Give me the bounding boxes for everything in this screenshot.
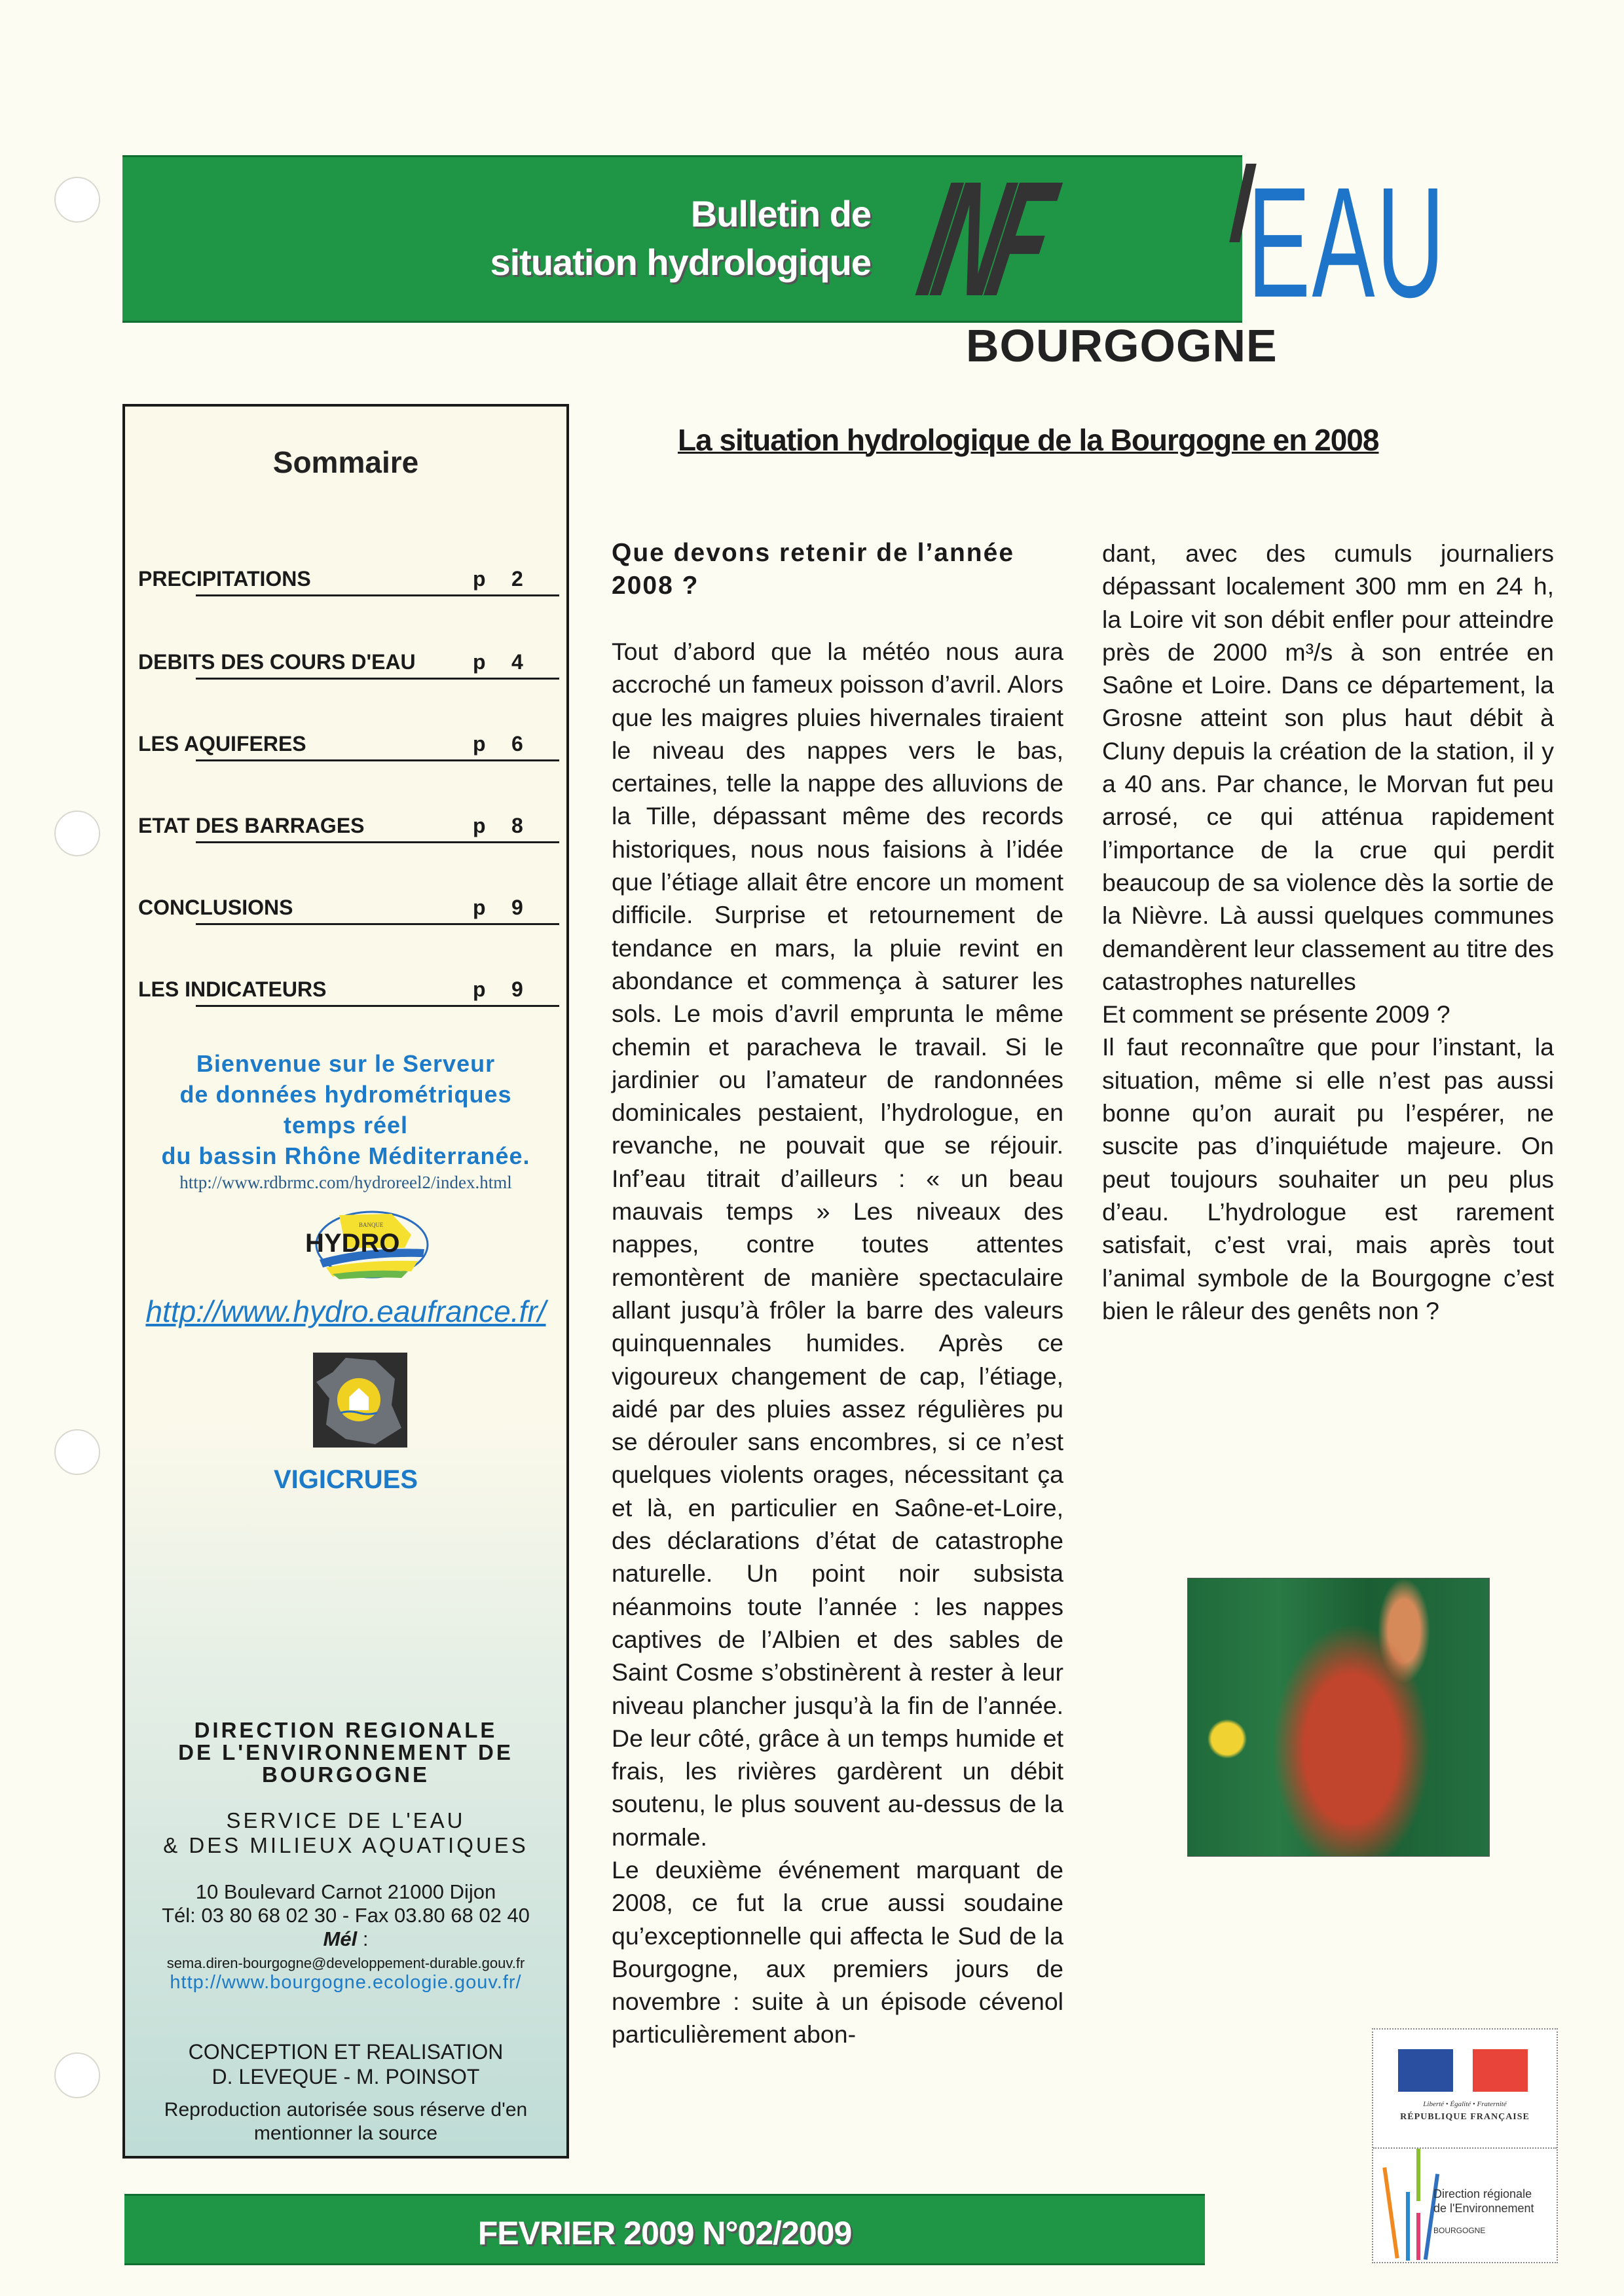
footer-band: [124, 2194, 1205, 2265]
diren-stripe-icon: [1406, 2192, 1410, 2261]
toc-page-number: 9: [511, 977, 523, 1001]
diren-name-line: Direction régionale: [1433, 2187, 1532, 2200]
toc-item-conclusions[interactable]: [138, 896, 557, 935]
article-column-2: [1102, 537, 1554, 1327]
contact-block: [125, 1719, 566, 2145]
gov-divider: [1373, 2147, 1557, 2149]
bulletin-title-line1: Bulletin de: [690, 193, 871, 234]
logo-inf: INF: [906, 147, 1058, 330]
bulletin-title: [490, 190, 871, 287]
toc-label: LES INDICATEURS: [138, 977, 327, 1001]
toc-page-number: 6: [511, 732, 523, 756]
republique-francaise-logo: [1372, 2028, 1558, 2263]
credit-line: CONCEPTION ET REALISATION: [188, 2040, 504, 2064]
punch-hole: [54, 1429, 100, 1475]
vigicrues-logo[interactable]: [313, 1353, 407, 1448]
vigicrues-map-icon: [313, 1353, 407, 1448]
article-paragraph: Il faut reconnaître que pour l’instant, la situation, même si elle n’est pas aussi bonne qu’on aurait pu l’espérer, ne suscite pas d’inquiétude majeure. On peut toujours souhaiter un peu plus d’eau. L’hydrologue est rarement satisfait, c’est vrai, mais après tout l’animal symbole de la Bourgogne c’est bien le râleur des genêts non ?: [1102, 1033, 1554, 1324]
hydro-server-welcome: [125, 1048, 566, 1171]
toc-page-prefix: p: [473, 567, 486, 591]
rdbrmc-url-link[interactable]: http://www.rdbrmc.com/hydroreel2/index.html: [179, 1173, 512, 1192]
marianne-flag-blue: [1398, 2049, 1453, 2092]
article-paragraph: Le deuxième événement marquant de 2008, ce fut la crue aussi soudaine qu’exceptionnelle qui affecta le Sud de la Bourgogne, aux premiers jours de novembre : suite à un épisode cévenol particulièrement abon-: [612, 1855, 1063, 2049]
toc-page-prefix: p: [473, 896, 486, 919]
logo-region: BOURGOGNE: [966, 320, 1278, 371]
sommaire-title: Sommaire: [272, 445, 419, 479]
bulletin-title-line2: situation hydrologique: [490, 242, 871, 283]
toc-divider: [196, 678, 559, 680]
reproduction-note: mentionner la source: [253, 2123, 438, 2144]
toc-page-prefix: p: [473, 650, 486, 674]
service-line: & DES MILIEUX AQUATIQUES: [163, 1833, 528, 1857]
article-question: Et comment se présente 2009 ?: [1102, 1000, 1450, 1029]
org-line: DE L'ENVIRONNEMENT DE: [178, 1740, 513, 1764]
article-title: La situation hydrologique de la Bourgogne en 2008: [678, 423, 1379, 457]
toc-item-indicateurs[interactable]: [138, 977, 557, 1017]
punch-hole: [54, 177, 100, 223]
diren-name: [1433, 2187, 1534, 2215]
toc-item-debits[interactable]: [138, 650, 557, 689]
toc-label: LES AQUIFERES: [138, 732, 306, 756]
email-label: Mél: [323, 1927, 358, 1950]
toc-label: DEBITS DES COURS D'EAU: [138, 650, 416, 674]
hydro-logo-icon: [293, 1209, 431, 1281]
welcome-line: Bienvenue sur le Serveur: [196, 1050, 496, 1077]
toc-page-prefix: p: [473, 814, 486, 837]
toc-divider: [196, 841, 559, 843]
banque-hydro-logo[interactable]: [293, 1209, 431, 1274]
hydro-eaufrance-link[interactable]: http://www.hydro.eaufrance.fr/: [145, 1294, 546, 1328]
gov-motto: Liberté • Égalité • Fraternité: [1423, 2100, 1507, 2108]
toc-item-aquiferes[interactable]: [138, 732, 557, 771]
diren-stripe-icon: [1416, 2149, 1420, 2201]
toc-label: CONCLUSIONS: [138, 896, 293, 919]
toc-divider: [196, 1005, 559, 1007]
welcome-line: de données hydrométriques: [179, 1081, 512, 1108]
diren-name-line: de l'Environnement: [1433, 2202, 1534, 2215]
diren-region: BOURGOGNE: [1433, 2226, 1486, 2235]
email-link[interactable]: sema.diren-bourgogne@developpement-durable.gouv.fr: [166, 1955, 525, 1971]
punch-hole: [54, 811, 100, 856]
toc-item-barrages[interactable]: [138, 814, 557, 853]
phone-fax: Tél: 03 80 68 02 30 - Fax 03.80 68 02 40: [162, 1904, 530, 1927]
org-line: DIRECTION REGIONALE: [194, 1718, 498, 1742]
sidebar-sommaire: [122, 404, 569, 2159]
diren-stripe-icon: [1416, 2213, 1420, 2260]
website-link[interactable]: http://www.bourgogne.ecologie.gouv.fr/: [170, 1972, 522, 1993]
gov-republic: RÉPUBLIQUE FRANÇAISE: [1400, 2112, 1530, 2122]
toc-page-prefix: p: [473, 732, 486, 756]
org-line: BOURGOGNE: [261, 1762, 430, 1787]
welcome-line: temps réel: [283, 1112, 409, 1139]
toc-label: PRECIPITATIONS: [138, 567, 311, 591]
toc-divider: [196, 759, 559, 761]
svg-text:HYDRO: HYDRO: [305, 1229, 400, 1258]
toc-page-number: 2: [511, 567, 523, 591]
svg-text:BANQUE: BANQUE: [359, 1222, 384, 1228]
reproduction-note: Reproduction autorisée sous réserve d'en: [164, 2099, 528, 2121]
toc-divider: [196, 923, 559, 925]
toc-page-number: 8: [511, 814, 523, 837]
toc-label: ETAT DES BARRAGES: [138, 814, 365, 837]
address: 10 Boulevard Carnot 21000 Dijon: [195, 1880, 496, 1903]
email-label-colon: :: [357, 1927, 369, 1950]
toc-page-number: 4: [511, 650, 523, 674]
punch-hole: [54, 2052, 100, 2098]
marianne-flag-red: [1473, 2049, 1528, 2092]
service-line: SERVICE DE L'EAU: [226, 1808, 466, 1832]
logo-eau: EAU: [1247, 155, 1447, 330]
vigicrues-label[interactable]: VIGICRUES: [273, 1465, 418, 1494]
article-column-1: [612, 537, 1063, 2051]
bird-photo: [1187, 1578, 1490, 1857]
credit-authors: D. LEVEQUE - M. POINSOT: [212, 2065, 480, 2088]
toc-page-number: 9: [511, 896, 523, 919]
welcome-line: du bassin Rhône Méditerranée.: [161, 1142, 530, 1169]
article-subheading: Que devons retenir de l’année 2008 ?: [612, 539, 1015, 600]
toc-page-prefix: p: [473, 977, 486, 1001]
toc-divider: [196, 594, 559, 596]
diren-stripe-icon: [1382, 2167, 1399, 2258]
toc-item-precipitations[interactable]: [138, 567, 557, 606]
issue-date: FEVRIER 2009 N°02/2009: [477, 2215, 852, 2251]
article-paragraph: dant, avec des cumuls journaliers dépassant localement 300 mm en 24 h, la Loire vit son débit enfler pour atteindre près de 2000 m³/s à son entrée en Saône et Loire. Dans ce département, la Grosne atteint son plus haut débit à Cluny depuis la création de la station, il y a 40 ans. Par chance, le Morvan fut peu arrosé, ce qui atténua rapidement l’importance de la crue qui perdit beaucoup de sa violence dès la sortie de la Nièvre. Là aussi quelques communes demandèrent leur classement au titre des catastrophes naturelles: [1102, 539, 1554, 995]
article-paragraph: Tout d’abord que la météo nous aura accroché un fameux poisson d’avril. Alors que les maigres pluies hivernales tiraient le niveau des nappes vers le bas, certaines, telle la nappe des alluvions de la Tille, dépassant même des records historiques, nous nous faisions à l’idée que l’étiage allait être encore un moment difficile. Surprise et retournement de tendance en mars, la pluie revint en abondance et commença à saturer les sols. Le mois d’avril emprunta le même chemin et paracheva le travail. Si le jardinier ou l’amateur de randonnées dominicales pestaient, l’hydrologue, en revanche, ne pouvait que se réjouir. Inf’eau titrait d’ailleurs : « un beau mauvais temps » Les niveaux des nappes, contre toutes attentes remontèrent de manière spectaculaire allant jusqu’à frôler la barre des valeurs quinquennales humides. Après ce vigoureux changement de cap, l’étiage, aidé par des pluies assez régulières pu se dérouler sans encombres, si ce n’est quelques violents orages, nécessitant ça et là, en particulier en Saône-et-Loire, des déclarations d’état de catastrophe naturelle. Un point noir subsista néanmoins toute l’année : les nappes captives de l’Albien et des sables de Saint Cosme s’obstinèrent à rester à leur niveau plancher jusqu’à la fin de l’année. De leur côté, grâce à un temps humide et frais, les rivières gardèrent un débit soutenu, le plus souvent au-dessus de la normale.: [612, 638, 1063, 1851]
